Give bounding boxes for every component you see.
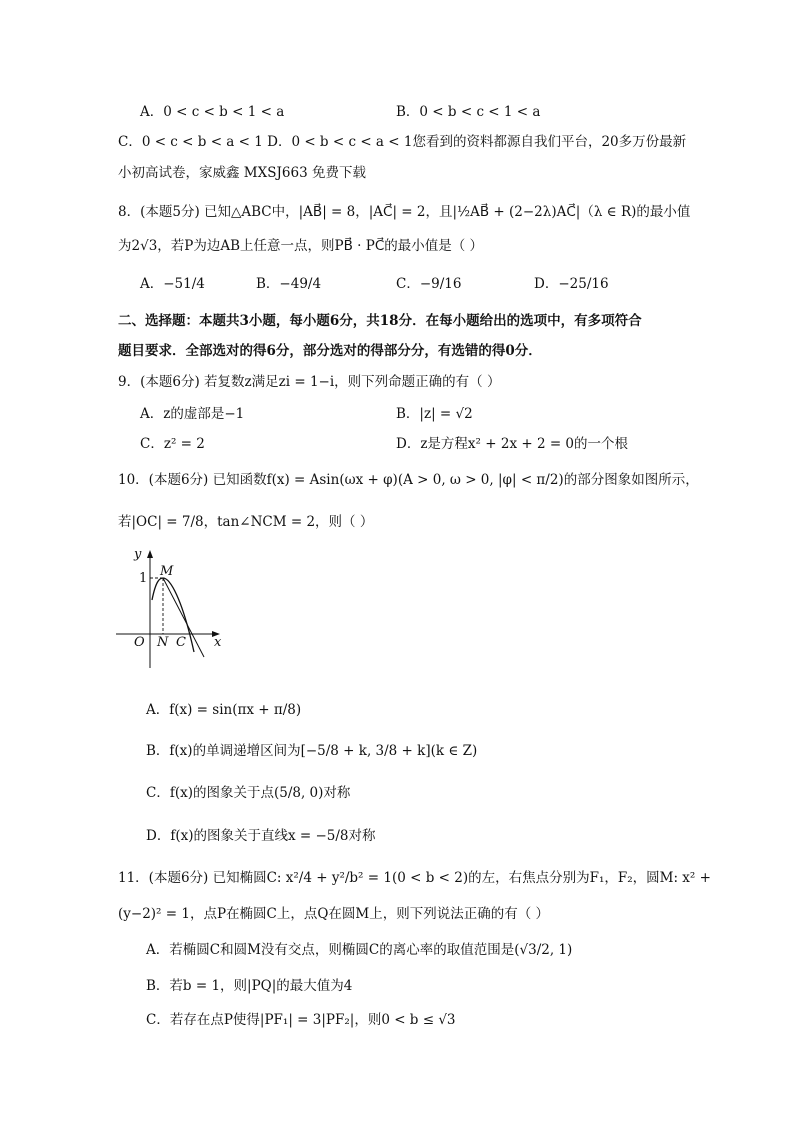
watermark-line: 小初高试卷，家威鑫 MXSJ663 免费下载 [118,165,366,181]
q11-option-b: B．若b = 1，则|PQ|的最大值为4 [146,978,353,994]
q11-stem-line2: (y−2)² = 1，点P在椭圆C上，点Q在圆M上，则下列说法正确的有（ ） [118,906,550,922]
y-axis-arrow-icon [147,550,153,558]
q8-option-a: A．−51/4 [140,276,205,292]
q8-stem-line2: 为2√3，若P为边AB上任意一点，则PB⃗ · PC⃗的最小值是（ ） [118,238,484,254]
q10-option-c: C．f(x)的图象关于点(5/8, 0)对称 [146,785,351,801]
q10-stem-line1: 10．(本题6分) 已知函数f(x) = Asin(ωx + φ)(A > 0, ω > 0, |φ| < π/2)的部分图象如图所示， [118,472,699,488]
q8-option-c: C．−9/16 [396,276,462,292]
q10-option-d: D．f(x)的图象关于直线x = −5/8对称 [146,828,376,844]
section2-heading-line2: 题目要求．全部选对的得6分，部分选对的得部分分，有选错的得0分． [118,343,542,359]
q7-option-b: B．0 < b < c < 1 < a [396,104,541,120]
origin-o-label: O [134,635,145,650]
x-axis-label: x [214,635,222,650]
q9-option-d: D．z是方程x² + 2x + 2 = 0的一个根 [396,436,629,452]
q11-stem-line1: 11．(本题6分) 已知椭圆C: x²/4 + y²/b² = 1(0 < b < 2)的左，右焦点分别为F₁，F₂，圆M: x² + [118,870,711,886]
q8-stem-line1: 8．(本题5分) 已知△ABC中，|AB⃗| = 8，|AC⃗| = 2，且|½AB⃗ + (2−2λ)AC⃗|（λ ∈ R)的最小值 [118,204,691,220]
q8-option-d: D．−25/16 [534,276,609,292]
q10-function-graph [112,540,240,670]
section2-heading-line1: 二、选择题：本题共3小题，每小题6分，共18分．在每小题给出的选项中，有多项符合 [118,313,642,329]
q10-stem-line2: 若|OC| = 7/8，tan∠NCM = 2，则（ ） [118,514,374,530]
point-n-label: N [157,635,169,650]
point-m-label: M [160,564,174,579]
q10-option-a: A．f(x) = sin(πx + π/8) [146,702,302,718]
q9-option-a: A．z的虚部是−1 [140,406,245,422]
q11-option-a: A．若椭圆C和圆M没有交点，则椭圆C的离心率的取值范围是(√3/2, 1) [146,942,573,958]
y-axis-label: y [134,547,142,562]
q9-option-b: B．|z| = √2 [396,406,473,422]
q7-options-cd-line: C．0 < c < b < a < 1 D．0 < b < c < a < 1您看到的资料都源自我们平台，20多万份最新 [118,134,687,150]
q9-stem: 9．(本题6分) 若复数z满足zi = 1−i，则下列命题正确的有（ ） [118,374,501,390]
q7-option-a: A．0 < c < b < 1 < a [140,104,285,120]
q8-option-b: B．−49/4 [256,276,322,292]
q11-option-c: C．若存在点P使得|PF₁| = 3|PF₂|，则0 < b ≤ √3 [146,1012,456,1028]
q10-graph-svg [112,540,240,670]
tick-one-label: 1 [139,571,148,586]
point-c-label: C [176,635,186,650]
q10-option-b: B．f(x)的单调递增区间为[−5/8 + k, 3/8 + k](k ∈ Z) [146,743,478,759]
q9-option-c: C．z² = 2 [140,436,205,452]
